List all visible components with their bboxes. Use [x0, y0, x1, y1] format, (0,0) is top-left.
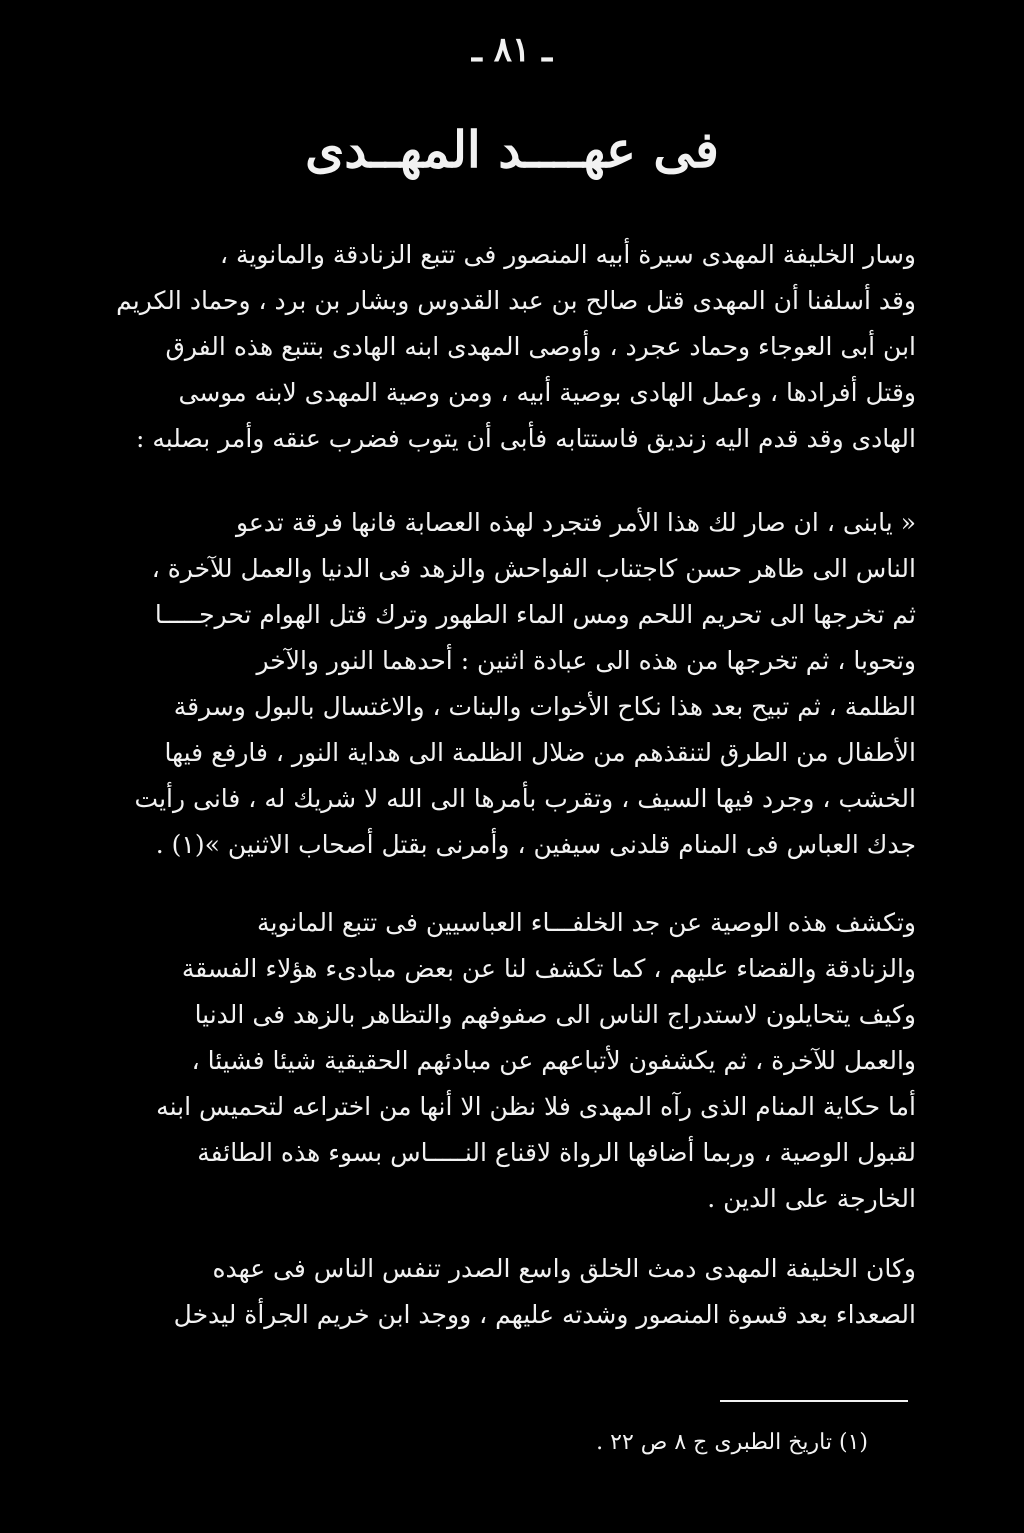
- text-line: وتحوبا ، ثم تخرجها من هذه الى عبادة اثنين : أحدهما النور والآخر: [256, 646, 916, 675]
- text-line: جدك العباس فى المنام قلدنى سيفين ، وأمرنى بقتل أصحاب الاثنين »(١) .: [155, 830, 916, 859]
- paragraph-1: [108, 232, 916, 462]
- text-line: الناس الى ظاهر حسن كاجتناب الفواحش والزهد فى الدنيا والعمل للآخرة ،: [151, 554, 916, 583]
- text-line: وتكشف هذه الوصية عن جد الخلفـــاء العباسيين فى تتبع المانوية: [257, 908, 916, 937]
- paragraph-3: [108, 900, 916, 1222]
- text-line: ابن أبى العوجاء وحماد عجرد ، وأوصى المهدى ابنه الهادى بتتبع هذه الفرق: [165, 332, 916, 361]
- text-line: « يابنى ، ان صار لك هذا الأمر فتجرد لهذه العصابة فانها فرقة تدعو: [235, 508, 916, 537]
- text-line: الخارجة على الدين .: [707, 1184, 916, 1213]
- chapter-title: فى عهــــد المهــدى: [305, 120, 719, 179]
- text-line: الخشب ، وجرد فيها السيف ، وتقرب بأمرها الى الله لا شريك له ، فانى رأيت: [134, 784, 916, 813]
- text-line: أما حكاية المنام الذى رآه المهدى فلا نظن الا أنها من اختراعه لتحميس ابنه: [156, 1092, 916, 1121]
- text-line: الأطفال من الطرق لتنقذهم من ضلال الظلمة الى هداية النور ، فارفع فيها: [164, 738, 916, 767]
- text-line: الهادى وقد قدم اليه زنديق فاستتابه فأبى أن يتوب فضرب عنقه وأمر بصلبه :: [135, 424, 916, 453]
- text-line: لقبول الوصية ، وربما أضافها الرواة لاقناع النـــــاس بسوء هذه الطائفة: [197, 1138, 916, 1167]
- text-line: الصعداء بعد قسوة المنصور وشدته عليهم ، ووجد ابن خريم الجرأة ليدخل: [173, 1300, 916, 1329]
- footnote-separator: [720, 1400, 908, 1402]
- text-line: والعمل للآخرة ، ثم يكشفون لأتباعهم عن مبادئهم الحقيقية شيئا فشيئا ،: [191, 1046, 916, 1075]
- paragraph-4: [108, 1246, 916, 1338]
- text-line: وسار الخليفة المهدى سيرة أبيه المنصور فى تتبع الزنادقة والمانوية ،: [219, 240, 916, 269]
- page-number: ـ ٨١ ـ: [471, 30, 553, 70]
- paragraph-2-quotation: [108, 500, 916, 868]
- text-line: وكيف يتحايلون لاستدراج الناس الى صفوفهم والتظاهر بالزهد فى الدنيا: [194, 1000, 916, 1029]
- text-line: والزنادقة والقضاء عليهم ، كما تكشف لنا عن بعض مبادىء هؤلاء الفسقة: [181, 954, 916, 983]
- text-line: ثم تخرجها الى تحريم اللحم ومس الماء الطهور وترك قتل الهوام تحرجـــــا: [154, 600, 916, 629]
- footnote: (١) تاريخ الطبرى ج ٨ ص ٢٢ .: [596, 1430, 868, 1455]
- text-line: وكان الخليفة المهدى دمث الخلق واسع الصدر تنفس الناس فى عهده: [212, 1254, 916, 1283]
- text-line: الظلمة ، ثم تبيح بعد هذا نكاح الأخوات والبنات ، والاغتسال بالبول وسرقة: [173, 692, 916, 721]
- text-line: وقد أسلفنا أن المهدى قتل صالح بن عبد القدوس وبشار بن برد ، وحماد الكريم: [116, 286, 916, 315]
- text-line: وقتل أفرادها ، وعمل الهادى بوصية أبيه ، ومن وصية المهدى لابنه موسى: [178, 378, 916, 407]
